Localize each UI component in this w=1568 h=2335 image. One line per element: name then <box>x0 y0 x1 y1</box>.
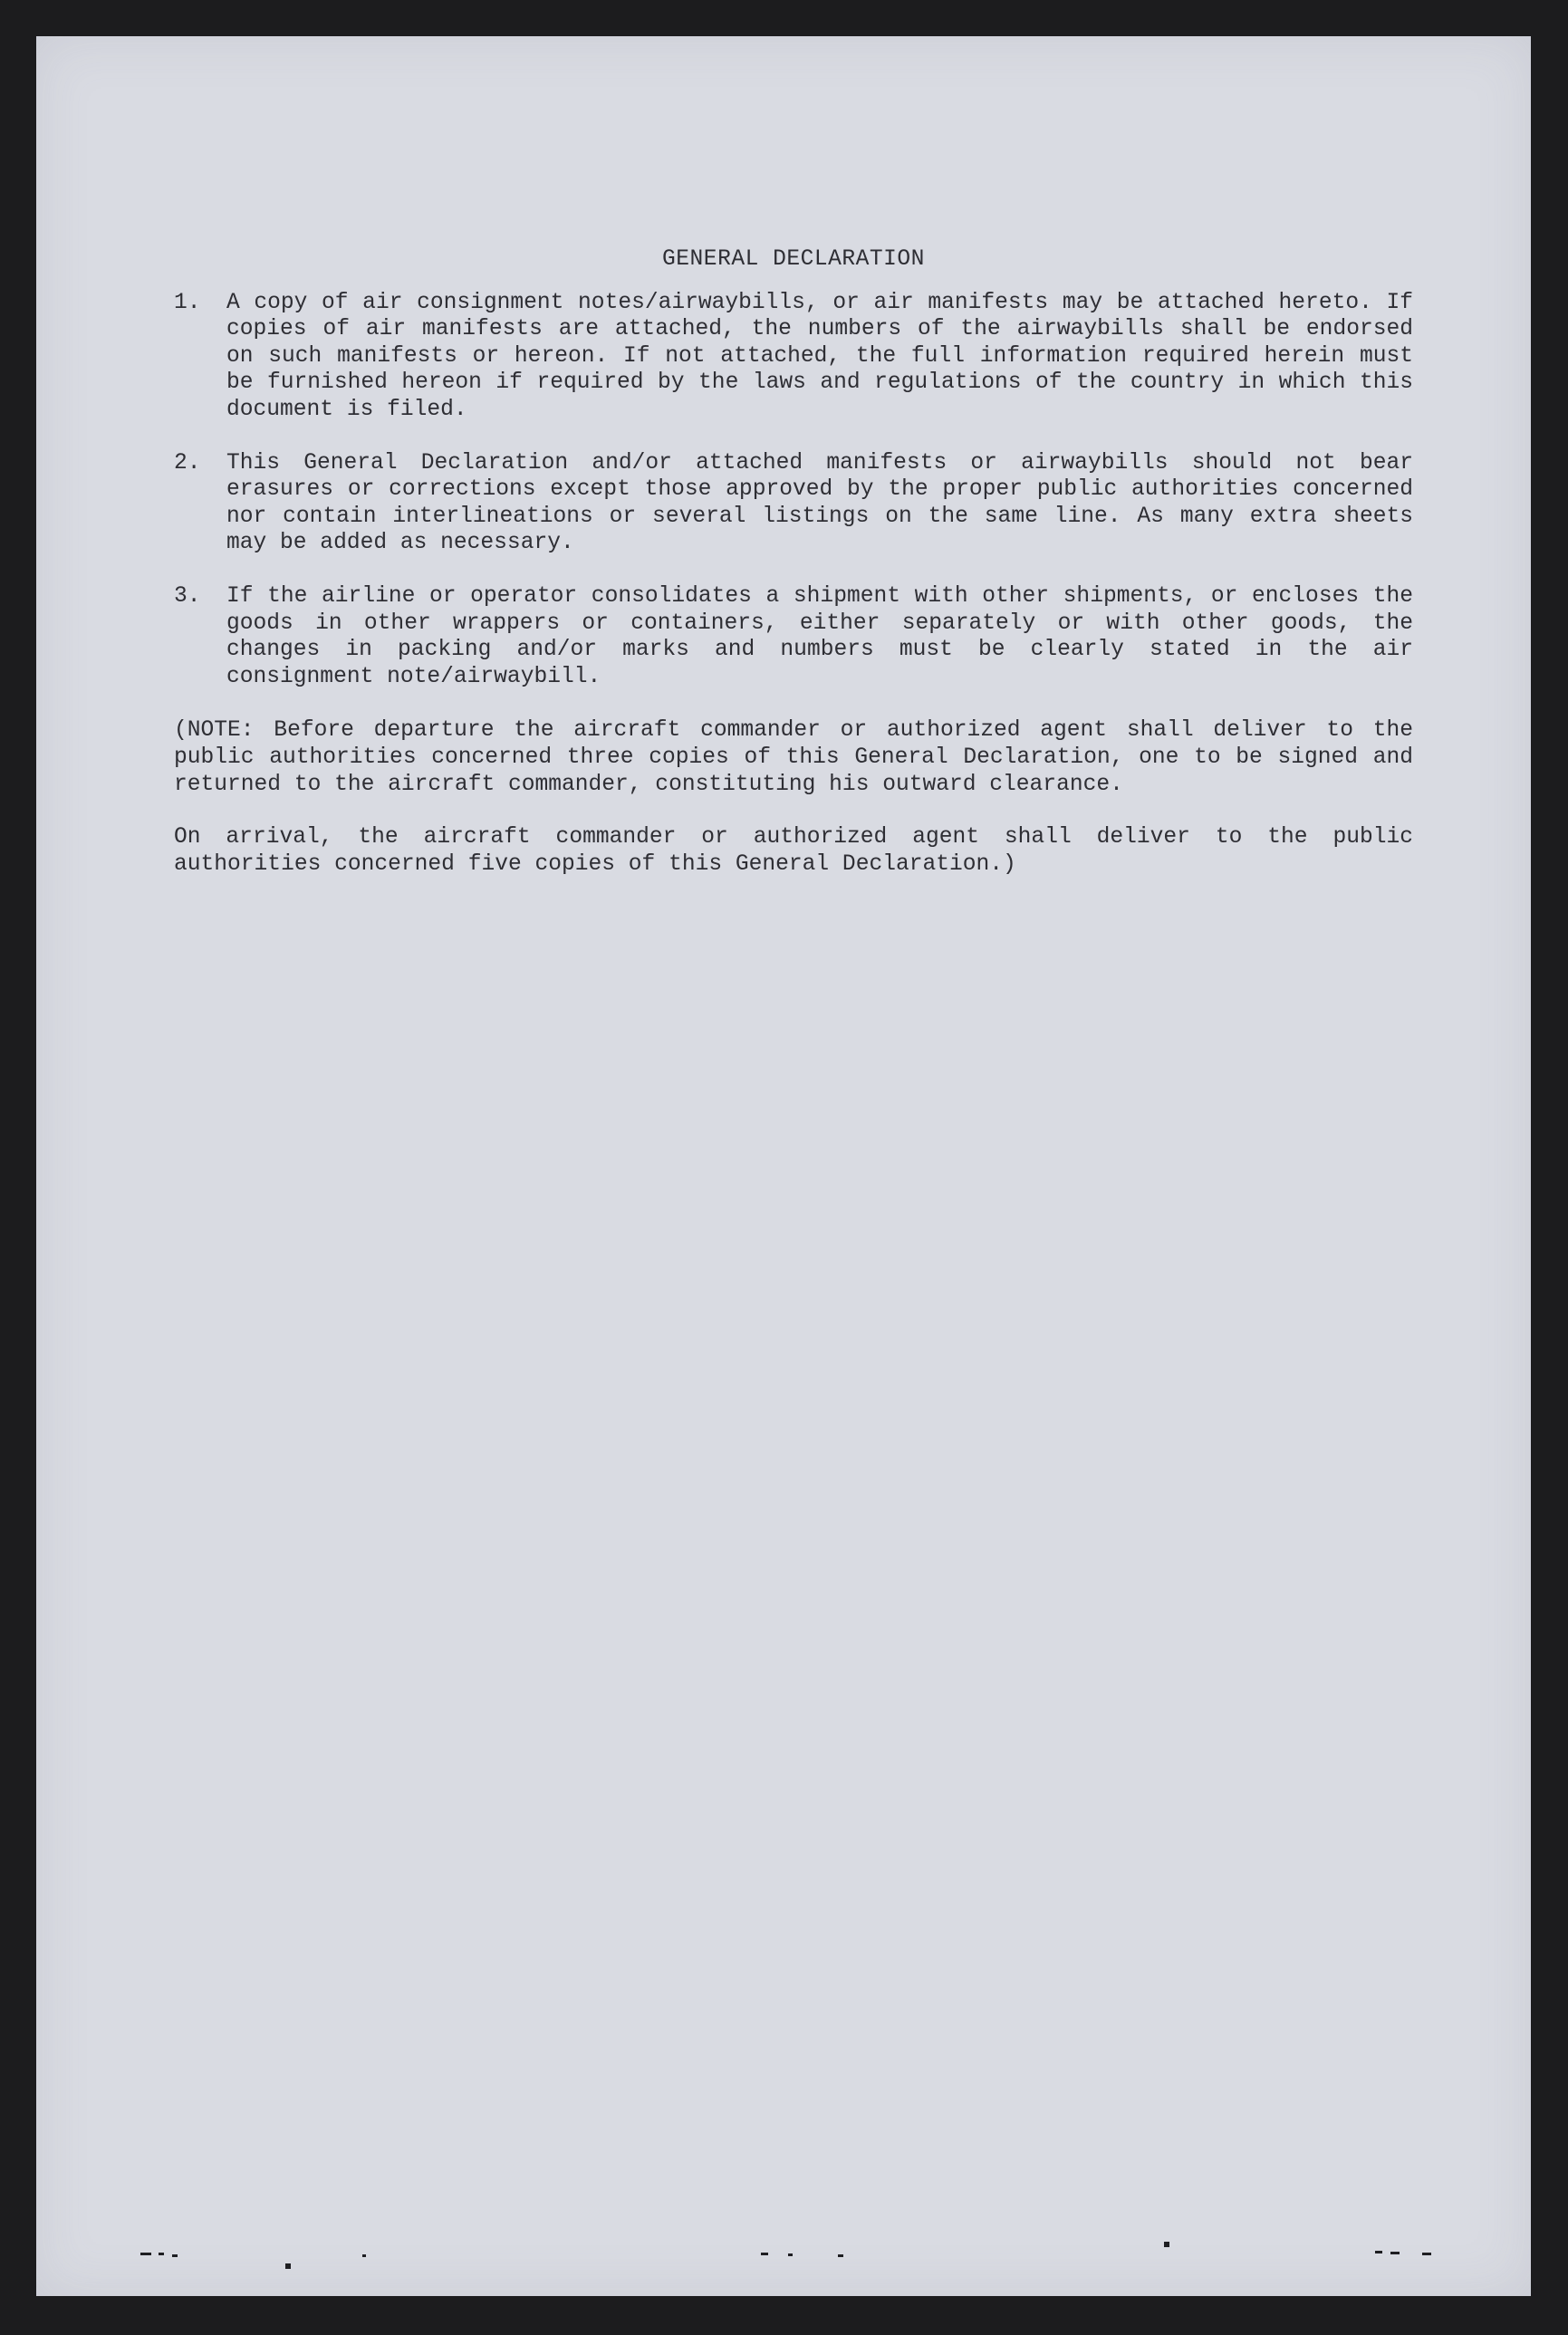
scan-speck <box>362 2254 366 2257</box>
scan-speck <box>1390 2252 1400 2254</box>
arrival-paragraph: On arrival, the aircraft commander or authorized agent shall deliver to the public authorities concerned five copies of this General Declaration.) <box>174 825 1413 877</box>
item-number: 1. <box>174 290 201 315</box>
scan-speck <box>172 2254 178 2257</box>
scan-speck <box>140 2253 151 2255</box>
item-text: This General Declaration and/or attached manifests or airwaybills should not bear erasures or corrections except those approved by the proper public authorities concerned nor contain interlineations or several listings on the same line. As many extra sheets may be added as necessary. <box>226 450 1413 556</box>
scan-speck <box>1164 2242 1169 2247</box>
item-number: 2. <box>174 450 201 476</box>
document-page <box>36 36 1531 2296</box>
item-text: If the airline or operator consolidates a shipment with other shipments, or encloses the goods in other wrappers or containers, either separately or with other goods, the changes in packing and/or marks and numbers must be clearly stated in the air consignment note/airwaybill. <box>226 583 1413 689</box>
scan-speck <box>1375 2251 1382 2253</box>
item-text: A copy of air consignment notes/airwaybills, or air manifests may be attached hereto. If copies of air manifests are attached, the numbers of the airwaybills shall be endorsed on such manifests or hereon. If not attached, the full information required herein must be furnished hereon if required by the laws and regulations of the country in which this document is filed. <box>226 290 1413 422</box>
list-item <box>174 450 1413 557</box>
scan-speck <box>788 2253 793 2256</box>
scan-speck <box>1422 2253 1431 2255</box>
scan-artifacts <box>36 2242 1531 2278</box>
declaration-text <box>174 246 1413 878</box>
scan-speck <box>159 2253 164 2255</box>
note-paragraph: (NOTE: Before departure the aircraft commander or authorized agent shall deliver to the public authorities concerned three copies of this General Declaration, one to be signed and returned to the aircraft commander, constituting his outward clearance. <box>174 718 1413 797</box>
item-number: 3. <box>174 583 201 609</box>
list-item <box>174 583 1413 690</box>
scan-speck <box>761 2253 768 2255</box>
list-item <box>174 290 1413 424</box>
document-title: GENERAL DECLARATION <box>662 247 925 272</box>
scan-speck <box>285 2263 291 2269</box>
scan-speck <box>838 2254 843 2257</box>
